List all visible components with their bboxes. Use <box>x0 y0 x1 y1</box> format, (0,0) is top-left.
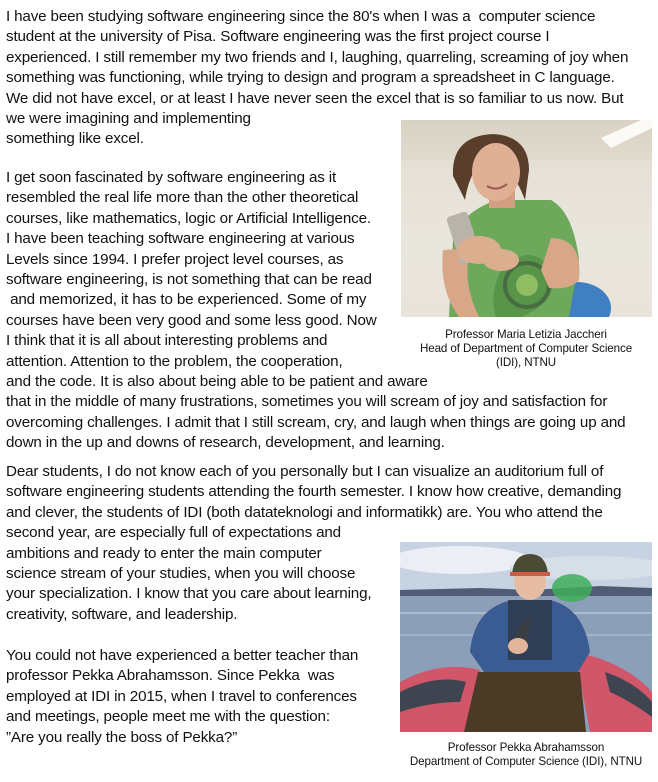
text-line: ambitions and ready to enter the main computer <box>6 544 322 562</box>
text-line: I have been studying software engineering since the 80's when I was a computer science <box>6 8 596 25</box>
text-line: that in the middle of many frustrations, sometimes you will scream of joy and satisfaction for <box>6 393 608 411</box>
text-line: science stream of your studies, when you will choose <box>6 564 356 582</box>
text-line: second year, are especially full of expectations and <box>6 524 341 542</box>
figure-caption-abrahamsson <box>384 741 658 769</box>
text-line: employed at IDI in 2015, when I travel to conferences <box>6 687 357 705</box>
boat-illustration <box>400 542 652 732</box>
text-line: and meetings, people meet me with the question: <box>6 708 330 726</box>
text-line: we were imagining and implementing <box>6 109 251 127</box>
text-line: We did not have excel, or at least I have never seen the excel that is so familiar to us now. But <box>6 89 624 107</box>
photo-pekka-abrahamsson <box>400 542 652 732</box>
text-line: ”Are you really the boss of Pekka?” <box>6 728 238 746</box>
text-line: something was functioning, while trying to design and program a spreadsheet in C language. <box>6 69 615 87</box>
text-line: software engineering students attending the fourth semester. I know how creative, demanding <box>6 483 622 501</box>
text-line: experienced. I still remember my two friends and I, laughing, quarreling, screaming of joy when <box>6 48 629 66</box>
text-line: and memorized, it has to be experienced. Some of my <box>6 291 367 309</box>
caption-line: Department of Computer Science (IDI), NTNU <box>409 755 643 768</box>
text-line: I think that it is all about interesting problems and <box>6 332 328 350</box>
text-line: down in the up and downs of research, development, and learning. <box>6 434 445 452</box>
text-line: and the code. It is also about being able to be patient and aware <box>6 372 428 390</box>
text-line: courses have been very good and some less good. Now <box>6 311 377 329</box>
text-line: I get soon fascinated by software engineering as it <box>6 169 337 186</box>
text-line: courses, like mathematics, logic or Artificial Intelligence. <box>6 209 371 227</box>
text-line: I have been teaching software engineering at various <box>6 230 355 248</box>
caption-line: (IDI), NTNU <box>495 356 557 369</box>
text-line: attention. Attention to the problem, the cooperation, <box>6 352 343 370</box>
caption-line: Professor Maria Letizia Jaccheri <box>445 328 607 341</box>
text-line: overcoming challenges. I admit that I still scream, cry, and laugh when things are going up and <box>6 413 626 431</box>
text-line: professor Pekka Abrahamsson. Since Pekka was <box>6 667 335 685</box>
text-line: your specialization. I know that you care about learning, <box>6 585 372 603</box>
text-line: and clever, the students of IDI (both datateknologi and informatikk) are. You who attend the <box>6 503 603 521</box>
text-line: You could not have experienced a better teacher than <box>6 647 359 664</box>
text-line: software engineering, is not something that can be read <box>6 270 372 288</box>
portrait-illustration <box>401 120 652 317</box>
text-line: creativity, software, and leadership. <box>6 605 238 623</box>
caption-line: Head of Department of Computer Science <box>419 342 633 355</box>
text-line: student at the university of Pisa. Software engineering was the first project course I <box>6 28 550 46</box>
text-line: Levels since 1994. I prefer project level courses, as <box>6 250 344 268</box>
paragraph-pekka <box>6 646 358 748</box>
text-line: Dear students, I do not know each of you personally but I can visualize an auditorium full of <box>6 463 604 480</box>
text-line: something like excel. <box>6 130 144 148</box>
photo-maria-letizia-jaccheri <box>401 120 652 317</box>
caption-line: Professor Pekka Abrahamsson <box>447 741 605 754</box>
text-line: resembled the real life more than the other theoretical <box>6 189 359 207</box>
figure-caption-jaccheri <box>400 328 652 370</box>
